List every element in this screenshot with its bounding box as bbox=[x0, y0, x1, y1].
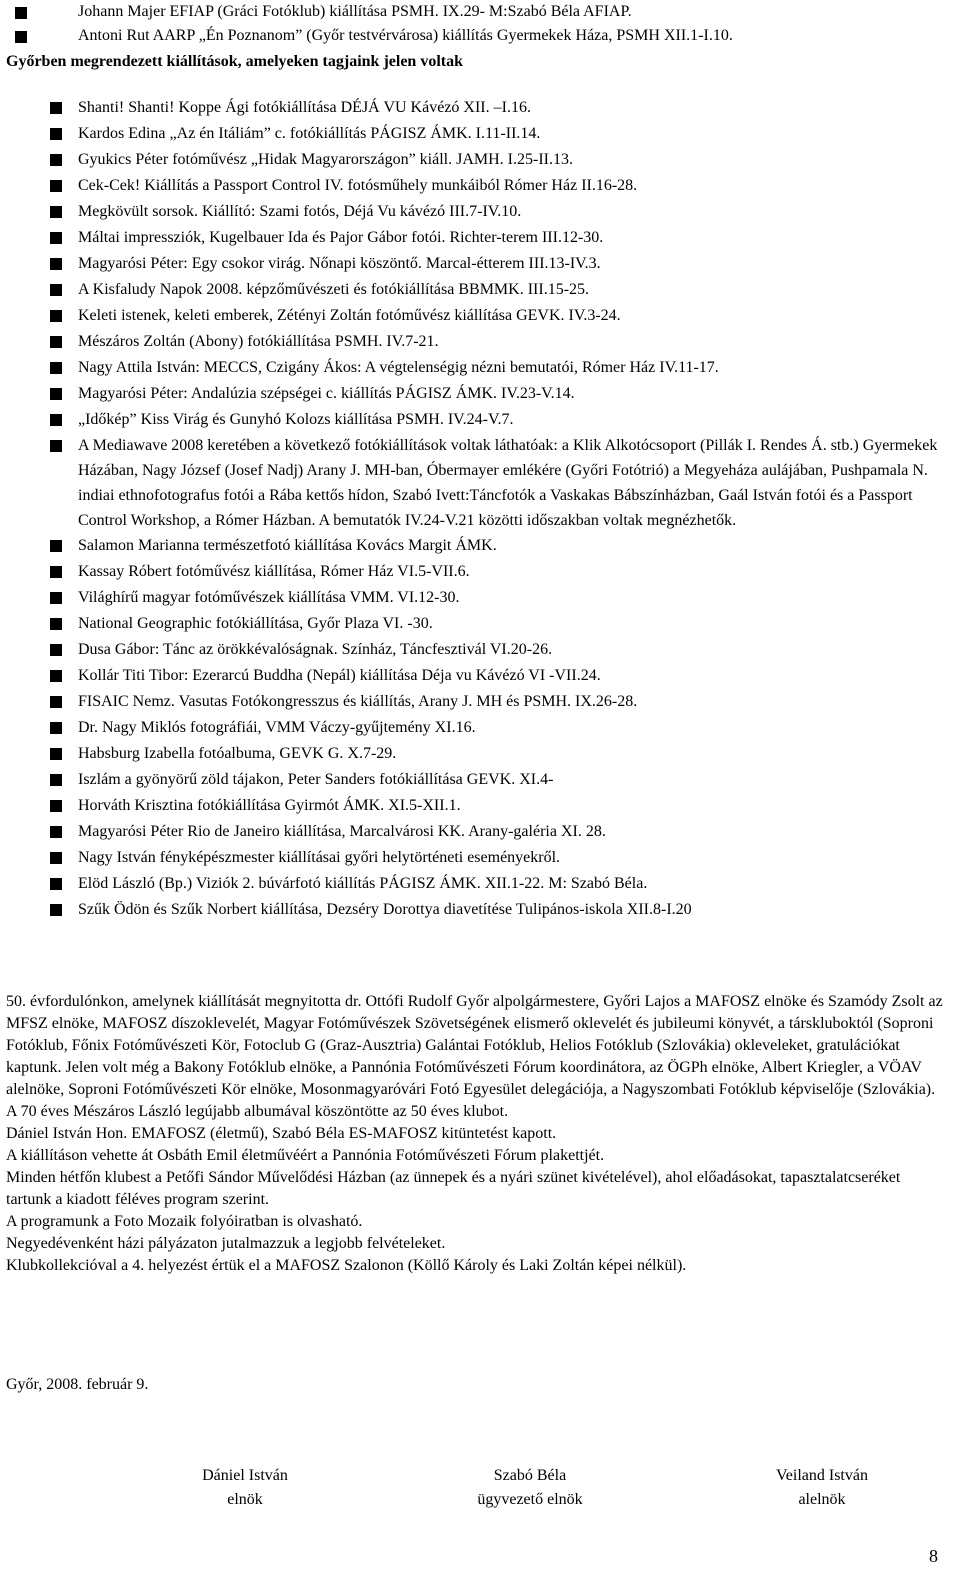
square-bullet-icon bbox=[50, 154, 62, 166]
square-bullet-icon bbox=[50, 388, 62, 400]
list-item bbox=[0, 715, 960, 741]
list-item bbox=[0, 433, 960, 533]
list-item-text: Magyarósi Péter Rio de Janeiro kiállítása, Marcalvárosi KK. Arany-galéria XI. 28. bbox=[78, 823, 606, 840]
paragraph: A kiállításon vehette át Osbáth Emil életművéért a Pannónia Fotóművészeti Fórum plakettjét. bbox=[6, 1147, 605, 1164]
list-item-text: Kardos Edina „Az én Itáliám” c. fotókiállítás PÁGISZ ÁMK. I.11-II.14. bbox=[78, 125, 541, 142]
paragraph: Klubkollekcióval a 4. helyezést értük el a MAFOSZ Szalonon (Köllő Károly és Laki Zoltán képei nélkül). bbox=[6, 1257, 687, 1274]
list-item bbox=[0, 24, 960, 48]
square-bullet-icon bbox=[50, 644, 62, 656]
signature-block bbox=[455, 1464, 605, 1512]
list-item bbox=[0, 585, 960, 611]
list-item bbox=[0, 381, 960, 407]
list-item-text: Keleti istenek, keleti emberek, Zétényi Zoltán fotóművész kiállítása GEVK. IV.3-24. bbox=[78, 307, 621, 324]
list-item bbox=[0, 845, 960, 871]
signer-role: alelnök bbox=[798, 1491, 846, 1508]
square-bullet-icon bbox=[50, 414, 62, 426]
paragraph: Minden hétfőn klubest a Petőfi Sándor Művelődési Házban (az ünnepek és a nyári szünet kivételével), ahol előadásokat, tapasztalatcseréket tartunk a kiadott féléves program szerint. bbox=[6, 1169, 901, 1208]
list-item bbox=[0, 173, 960, 199]
list-item-text: A Kisfaludy Napok 2008. képzőművészeti és fotókiállítása BBMMK. III.15-25. bbox=[78, 281, 590, 298]
square-bullet-icon bbox=[50, 878, 62, 890]
square-bullet-icon bbox=[50, 774, 62, 786]
list-item-text: Megkövült sorsok. Kiállító: Szami fotós, Déjá Vu kávézó III.7-IV.10. bbox=[78, 203, 522, 220]
square-bullet-icon bbox=[50, 670, 62, 682]
square-bullet-icon bbox=[50, 592, 62, 604]
list-item bbox=[0, 147, 960, 173]
square-bullet-icon bbox=[50, 852, 62, 864]
square-bullet-icon bbox=[50, 748, 62, 760]
list-item-text: Magyarósi Péter: Andalúzia szépségei c. kiállítás PÁGISZ ÁMK. IV.23-V.14. bbox=[78, 385, 575, 402]
list-item-text: Cek-Cek! Kiállítás a Passport Control IV. fotósműhely munkáiból Rómer Ház II.16-28. bbox=[78, 177, 638, 194]
list-item bbox=[0, 767, 960, 793]
signer-name: Szabó Béla bbox=[493, 1467, 567, 1484]
list-item-text: Gyukics Péter fotóművész „Hidak Magyarországon” kiáll. JAMH. I.25-II.13. bbox=[78, 151, 573, 168]
list-item-text: Máltai impressziók, Kugelbauer Ida és Pajor Gábor fotói. Richter-terem III.12-30. bbox=[78, 229, 604, 246]
square-bullet-icon bbox=[50, 566, 62, 578]
square-bullet-icon bbox=[50, 826, 62, 838]
list-item-text: „Időkép” Kiss Virág és Gunyhó Kolozs kiállítása PSMH. IV.24-V.7. bbox=[78, 411, 514, 428]
list-item bbox=[0, 95, 960, 121]
list-item bbox=[0, 329, 960, 355]
square-bullet-icon bbox=[50, 232, 62, 244]
list-item-text: Antoni Rut AARP „Én Poznanom” (Győr testvérvárosa) kiállítás Gyermekek Háza, PSMH XII.1-I.10. bbox=[78, 27, 733, 44]
square-bullet-icon bbox=[50, 102, 62, 114]
square-bullet-icon bbox=[15, 7, 27, 19]
list-item bbox=[0, 303, 960, 329]
square-bullet-icon bbox=[50, 696, 62, 708]
list-item-text: Shanti! Shanti! Koppe Ági fotókiállítása DÉJÁ VU Kávézó XII. –I.16. bbox=[78, 99, 531, 116]
list-item-text: Iszlám a gyönyörű zöld tájakon, Peter Sanders fotókiállítása GEVK. XI.4- bbox=[78, 771, 554, 788]
list-item-text: Szűk Ödön és Szűk Norbert kiállítása, Dezséry Dorottya diavetítése Tulipános-iskola XII.8-I.20 bbox=[78, 901, 692, 918]
list-item-text: Horváth Krisztina fotókiállítása Gyirmót ÁMK. XI.5-XII.1. bbox=[78, 797, 461, 814]
paragraph: 50. évfordulónkon, amelynek kiállítását megnyitotta dr. Ottófi Rudolf Győr alpolgármestere, Győri Lajos a MAFOSZ elnöke és Szamódy Zsolt az MFSZ elnöke, MAFOSZ díszoklevelét, Magyar Fotóművészek Szövetségének elismerő oklevelét és jubileumi könyvét, a társkluboktól (Soproni Fotóklub, Főnix Fotóművészeti Kör, Fotoclub G (Graz-Ausztria) Galántai Fotóklub, Helios Fotóklub (Szlovákia) okleveleket, gratulációkat kaptunk. Jelen volt még a Bakony Fotóklub elnöke, a Pannónia Fotóművészeti Fórum koordinátora, az ÖGPh elnöke, Albert Kriegler, a VÖAV alelnöke, Soproni Fotóművészeti Kör elnöke, Mosonmagyaróvári Fotó Egyesület delegációja, a Nagyszombati Fotóklub képviselője (Szlovákia). A 70 éves Mészáros László legújabb albumával köszöntötte az 50 éves klubot. bbox=[6, 993, 943, 1120]
exhibition-list bbox=[0, 95, 960, 923]
list-item bbox=[0, 121, 960, 147]
list-item bbox=[0, 871, 960, 897]
list-item bbox=[0, 897, 960, 923]
list-item-text: Johann Majer EFIAP (Gráci Fotóklub) kiállítása PSMH. IX.29- M:Szabó Béla AFIAP. bbox=[78, 3, 632, 20]
list-item bbox=[0, 533, 960, 559]
square-bullet-icon bbox=[50, 258, 62, 270]
date-line: Győr, 2008. február 9. bbox=[6, 1376, 149, 1393]
square-bullet-icon bbox=[50, 722, 62, 734]
list-item bbox=[0, 819, 960, 845]
square-bullet-icon bbox=[50, 128, 62, 140]
square-bullet-icon bbox=[50, 206, 62, 218]
square-bullet-icon bbox=[50, 800, 62, 812]
list-item bbox=[0, 793, 960, 819]
list-item bbox=[0, 611, 960, 637]
list-item-text: Dusa Gábor: Tánc az örökkévalóságnak. Színház, Táncfesztivál VI.20-26. bbox=[78, 641, 553, 658]
list-item bbox=[0, 0, 960, 24]
summary-text bbox=[6, 991, 946, 1277]
list-item-text: Elöd László (Bp.) Viziók 2. búvárfotó kiállítás PÁGISZ ÁMK. XII.1-22. M: Szabó Béla. bbox=[78, 875, 648, 892]
list-item-text: A Mediawave 2008 keretében a következő fotókiállítások voltak láthatóak: a Klik Alkotócsoport (Pillák I. Rendes Á. stb.) Gyermekek Házában, Nagy József (Josef Nadj) Arany J. MH-ban, Óbermayer emlékére (Győri Fotótrió) a Megyeháza aulájában, Pushpamala N. indiai ethnofotografus fotói a Rába kettős hídon, Szabó Ivett:Táncfotók a Vaskakas Bábszínházban, Gaál István fotói és a Passport Control Workshop, a Rómer Házban. A bemutatók IV.24-V.21 közötti időszakban voltak megnézhetők. bbox=[78, 437, 938, 529]
square-bullet-icon bbox=[50, 310, 62, 322]
square-bullet-icon bbox=[50, 362, 62, 374]
continued-exhibition-list bbox=[0, 0, 960, 48]
list-item-text: Dr. Nagy Miklós fotográfiái, VMM Váczy-gyűjtemény XI.16. bbox=[78, 719, 476, 736]
list-item-text: Mészáros Zoltán (Abony) fotókiállítása PSMH. IV.7-21. bbox=[78, 333, 439, 350]
square-bullet-icon bbox=[50, 180, 62, 192]
paragraph: A programunk a Foto Mozaik folyóiratban is olvasható. bbox=[6, 1213, 363, 1230]
list-item bbox=[0, 663, 960, 689]
square-bullet-icon bbox=[50, 540, 62, 552]
square-bullet-icon bbox=[50, 336, 62, 348]
signer-role: elnök bbox=[227, 1491, 263, 1508]
list-item bbox=[0, 559, 960, 585]
signature-block bbox=[180, 1464, 310, 1512]
list-item bbox=[0, 407, 960, 433]
list-item bbox=[0, 225, 960, 251]
page-number: 8 bbox=[929, 1546, 938, 1566]
paragraph: Dániel István Hon. EMAFOSZ (életmű), Szabó Béla ES-MAFOSZ kitüntetést kapott. bbox=[6, 1125, 557, 1142]
list-item bbox=[0, 199, 960, 225]
paragraph: Negyedévenként házi pályázaton jutalmazzuk a legjobb felvételeket. bbox=[6, 1235, 446, 1252]
list-item bbox=[0, 277, 960, 303]
section-heading: Győrben megrendezett kiállítások, amelyeken tagjaink jelen voltak bbox=[6, 53, 463, 70]
list-item bbox=[0, 355, 960, 381]
list-item-text: Kollár Titi Tibor: Ezerarcú Buddha (Nepál) kiállítása Déja vu Kávézó VI -VII.24. bbox=[78, 667, 601, 684]
square-bullet-icon bbox=[50, 904, 62, 916]
list-item bbox=[0, 251, 960, 277]
list-item-text: Világhírű magyar fotóművészek kiállítása VMM. VI.12-30. bbox=[78, 589, 460, 606]
list-item-text: Habsburg Izabella fotóalbuma, GEVK G. X.7-29. bbox=[78, 745, 397, 762]
signer-name: Dániel István bbox=[202, 1467, 288, 1484]
list-item-text: Magyarósi Péter: Egy csokor virág. Nőnapi köszöntő. Marcal-étterem III.13-IV.3. bbox=[78, 255, 601, 272]
list-item-text: Kassay Róbert fotóművész kiállítása, Rómer Ház VI.5-VII.6. bbox=[78, 563, 470, 580]
square-bullet-icon bbox=[50, 618, 62, 630]
square-bullet-icon bbox=[50, 284, 62, 296]
list-item bbox=[0, 741, 960, 767]
list-item bbox=[0, 689, 960, 715]
signature-block bbox=[752, 1464, 892, 1512]
list-item bbox=[0, 637, 960, 663]
list-item-text: FISAIC Nemz. Vasutas Fotókongresszus és kiállítás, Arany J. MH és PSMH. IX.26-28. bbox=[78, 693, 638, 710]
square-bullet-icon bbox=[50, 440, 62, 452]
list-item-text: Nagy István fényképészmester kiállításai győri helytörténeti eseményekről. bbox=[78, 849, 561, 866]
list-item-text: National Geographic fotókiállítása, Győr Plaza VI. -30. bbox=[78, 615, 433, 632]
signer-name: Veiland István bbox=[776, 1467, 868, 1484]
list-item-text: Nagy Attila István: MECCS, Czigány Ákos: A végtelenségig nézni bemutatói, Rómer Ház IV.11-17. bbox=[78, 359, 719, 376]
list-item-text: Salamon Marianna természetfotó kiállítása Kovács Margit ÁMK. bbox=[78, 537, 497, 554]
square-bullet-icon bbox=[15, 31, 27, 43]
signer-role: ügyvezető elnök bbox=[477, 1491, 583, 1508]
